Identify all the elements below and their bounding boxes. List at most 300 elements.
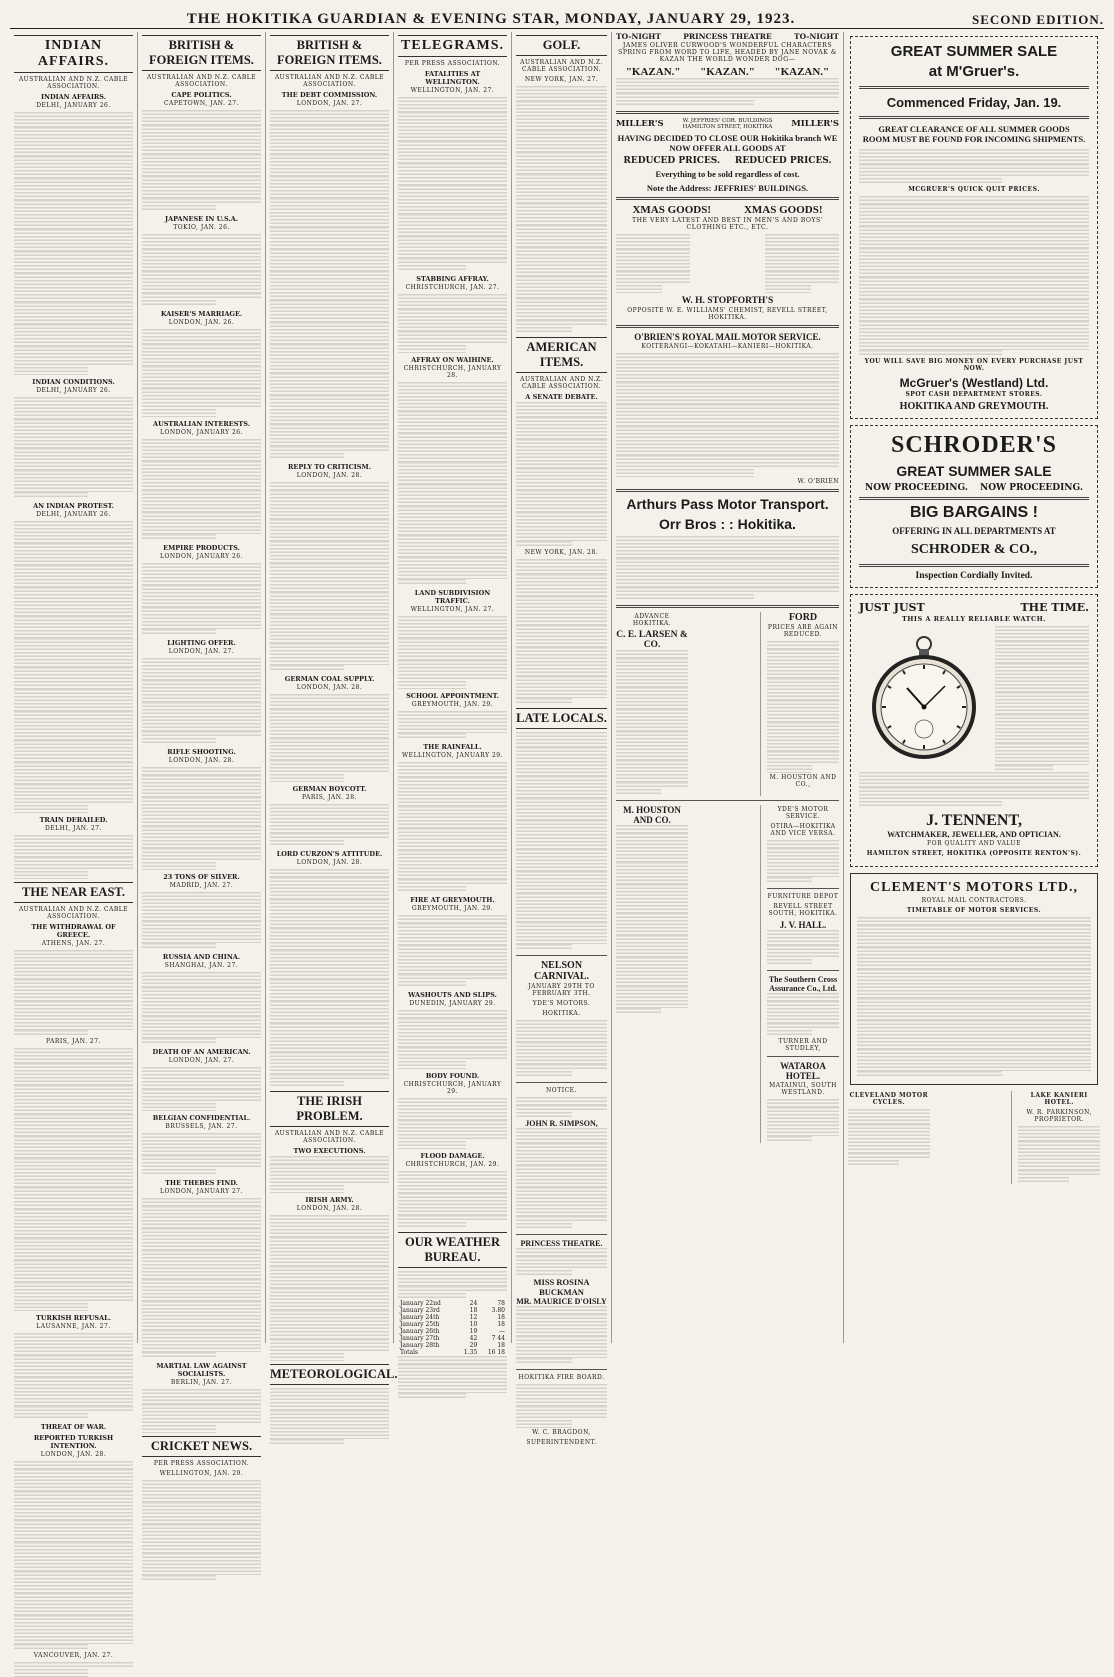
text-line xyxy=(142,818,261,825)
text-line xyxy=(14,521,133,528)
clearance-line: GREAT CLEARANCE OF ALL SUMMER GOODS xyxy=(878,124,1070,134)
text-line xyxy=(767,930,839,937)
time-right: THE TIME. xyxy=(1020,601,1089,615)
text-line xyxy=(14,849,133,856)
text-line xyxy=(14,703,133,710)
text-line xyxy=(398,798,507,805)
text-line xyxy=(270,979,389,986)
text-line xyxy=(142,1567,261,1574)
cable-credit: AUSTRALIAN AND N.Z. CABLE ASSOCIATION. xyxy=(18,76,129,90)
text-line xyxy=(398,571,507,578)
text-line xyxy=(398,1032,507,1039)
orr-bros: Orr Bros : : Hokitika. xyxy=(659,515,796,532)
text-line xyxy=(270,1215,389,1222)
article-body xyxy=(516,1128,607,1230)
text-line xyxy=(616,978,688,985)
text-line xyxy=(142,1147,261,1154)
text-line xyxy=(14,309,133,316)
article-body xyxy=(398,616,507,689)
text-line xyxy=(859,299,1089,306)
section-heading: INDIAN AFFAIRS. xyxy=(14,35,133,73)
total-b: 16 18 xyxy=(487,1349,505,1357)
text-line xyxy=(270,570,389,577)
text-line xyxy=(142,563,261,570)
text-line xyxy=(516,1406,607,1413)
cable-credit: AUSTRALIAN AND N.Z. CABLE ASSOCIATION. xyxy=(520,59,603,73)
text-line xyxy=(270,716,389,723)
text-line xyxy=(767,1015,839,1022)
text-line xyxy=(142,1198,261,1205)
text-line xyxy=(270,1229,389,1236)
text-line xyxy=(14,1636,133,1643)
article-heading: JAPANESE IN U.S.A. xyxy=(165,215,238,224)
article-heading: IRISH ARMY. xyxy=(305,1195,354,1204)
text-line xyxy=(142,782,261,789)
text-line xyxy=(14,1461,133,1468)
text-line xyxy=(398,623,507,630)
article-dateline: DELHI, JAN. 27. xyxy=(44,824,103,832)
text-line xyxy=(516,1398,607,1405)
text-line xyxy=(270,1251,389,1258)
text-line xyxy=(767,1128,839,1135)
text-line xyxy=(142,599,261,606)
text-line xyxy=(516,86,607,93)
article-dateline: WELLINGTON, JANUARY 29. xyxy=(402,751,503,759)
text-line xyxy=(14,1216,133,1223)
article-heading: SCHOOL APPOINTMENT. xyxy=(406,691,499,700)
text-line xyxy=(14,1622,133,1629)
rainfall-cell-a: 19 xyxy=(469,1328,478,1336)
text-line xyxy=(142,862,216,869)
text-line xyxy=(14,484,133,491)
great-summer-sale: GREAT SUMMER SALE xyxy=(890,43,1058,60)
text-line xyxy=(270,431,389,438)
text-line xyxy=(516,790,607,797)
text-line xyxy=(142,672,261,679)
text-line xyxy=(857,1012,1091,1019)
text-line xyxy=(516,863,607,870)
text-line xyxy=(14,1662,133,1669)
text-line xyxy=(14,1136,133,1143)
text-line xyxy=(142,249,261,256)
text-line xyxy=(142,899,261,906)
text-line xyxy=(767,714,839,721)
text-line xyxy=(270,300,389,307)
text-line xyxy=(398,177,507,184)
rainfall-row xyxy=(398,1335,507,1342)
text-line xyxy=(995,684,1089,691)
article-heading: 23 TONS OF SILVER. xyxy=(163,872,240,881)
text-line xyxy=(14,1055,133,1062)
text-line xyxy=(516,698,572,705)
nelson-carnival-heading: NELSON CARNIVAL. xyxy=(533,959,590,982)
text-line xyxy=(270,555,389,562)
article-dateline: DELHI, JANUARY 26. xyxy=(36,510,111,518)
text-line xyxy=(398,309,507,316)
article-dateline: DUNEDIN, JANUARY 29. xyxy=(409,1000,496,1008)
text-line xyxy=(398,1141,466,1148)
text-line xyxy=(14,1384,133,1391)
text-line xyxy=(270,168,389,175)
text-line xyxy=(14,455,133,462)
article-heading: MARTIAL LAW AGAINST SOCIALISTS. xyxy=(156,1361,247,1378)
text-line xyxy=(857,1005,1091,1012)
article-dateline: CHRISTCHURCH, JAN. 27. xyxy=(405,284,500,292)
text-line xyxy=(270,183,389,190)
article-body xyxy=(516,1384,607,1428)
text-line xyxy=(616,271,690,278)
text-line xyxy=(142,205,216,212)
text-line xyxy=(398,221,507,228)
text-line xyxy=(142,132,261,139)
article-heading: INDIAN CONDITIONS. xyxy=(32,377,115,386)
text-line xyxy=(616,862,688,869)
text-line xyxy=(859,787,1089,794)
text-line xyxy=(516,298,607,305)
text-line xyxy=(616,396,839,403)
rainfall-table xyxy=(398,1300,507,1356)
text-line xyxy=(398,1356,507,1363)
text-line xyxy=(142,358,261,365)
text-line xyxy=(398,879,507,886)
text-line xyxy=(995,641,1089,648)
text-line xyxy=(616,927,688,934)
text-line xyxy=(516,210,607,217)
text-line xyxy=(516,453,607,460)
article-dateline: GREYMOUTH, JAN. 29. xyxy=(411,700,494,708)
text-line xyxy=(398,1010,507,1017)
text-line xyxy=(14,1615,133,1622)
obrien-signature: W. O'BRIEN xyxy=(797,477,839,485)
article-dateline: WELLINGTON, JAN. 27. xyxy=(410,605,495,613)
article-heading: KAISER'S MARRIAGE. xyxy=(160,310,243,319)
text-line xyxy=(14,462,133,469)
text-line xyxy=(14,993,133,1000)
text-line xyxy=(848,1153,930,1160)
text-line xyxy=(516,761,607,768)
text-line xyxy=(142,1389,261,1396)
article-heading: FIRE AT GREYMOUTH. xyxy=(410,896,495,905)
text-line xyxy=(14,112,133,119)
text-line xyxy=(270,511,389,518)
text-line xyxy=(14,638,133,645)
rainfall-cell-date: January 22nd xyxy=(400,1300,441,1308)
text-line xyxy=(398,425,507,432)
article-body xyxy=(142,1389,261,1433)
proceeding-right: NOW PROCEEDING. xyxy=(979,483,1084,494)
text-line xyxy=(516,1314,607,1321)
text-line xyxy=(270,351,389,358)
text-line xyxy=(516,632,607,639)
text-line xyxy=(14,1077,133,1084)
article-dateline: PARIS, JAN. 28. xyxy=(302,793,357,801)
text-line xyxy=(142,402,261,409)
text-line xyxy=(142,1096,261,1103)
text-line xyxy=(398,806,507,813)
text-line xyxy=(14,1201,133,1208)
text-line xyxy=(848,1109,930,1116)
section-heading: AMERICAN ITEMS. xyxy=(516,337,607,373)
article-dateline: NEW YORK, JAN. 28. xyxy=(524,549,599,557)
text-line xyxy=(616,558,839,565)
text-line xyxy=(398,1371,507,1378)
text-line xyxy=(142,1425,216,1432)
kanieri-heading: LAKE KANIERI HOTEL. xyxy=(1030,1091,1088,1106)
proceeding-left: NOW PROCEEDING. xyxy=(864,483,969,494)
text-line xyxy=(142,1030,261,1037)
schroder-name: SCHRODER'S xyxy=(890,432,1058,459)
text-line xyxy=(270,146,389,153)
text-line xyxy=(516,320,607,327)
ydes-label: YDE'S MOTORS. xyxy=(532,999,591,1007)
text-line xyxy=(616,249,690,256)
text-line xyxy=(270,424,389,431)
article-heading: BODY FOUND. xyxy=(425,1071,480,1080)
text-line xyxy=(516,841,607,848)
text-line xyxy=(616,935,688,942)
text-line xyxy=(14,360,133,367)
article-body xyxy=(270,1156,389,1192)
text-line xyxy=(270,986,389,993)
rainfall-total-row xyxy=(398,1349,507,1356)
text-line xyxy=(270,635,389,642)
text-line xyxy=(516,574,607,581)
text-line xyxy=(398,945,507,952)
text-line xyxy=(142,621,261,628)
text-line xyxy=(14,1223,133,1230)
text-line xyxy=(14,798,133,805)
article-body xyxy=(142,329,261,417)
article-body xyxy=(142,658,261,746)
text-line xyxy=(398,857,507,864)
text-line xyxy=(516,402,607,409)
text-line xyxy=(516,217,607,224)
text-line xyxy=(14,986,133,993)
text-line xyxy=(14,1070,133,1077)
text-line xyxy=(616,658,688,665)
text-line xyxy=(859,211,1089,218)
text-line xyxy=(516,1336,607,1343)
text-line xyxy=(398,974,507,981)
article-body xyxy=(270,694,389,782)
text-line xyxy=(270,657,389,664)
text-line xyxy=(767,1136,812,1143)
text-line xyxy=(398,1025,507,1032)
text-line xyxy=(142,461,261,468)
text-line xyxy=(142,1162,261,1169)
quick-quit: MCGRUER'S QUICK QUIT PRICES. xyxy=(908,186,1040,194)
text-line xyxy=(270,125,389,132)
text-line xyxy=(270,825,389,832)
text-line xyxy=(616,971,688,978)
text-line xyxy=(516,1172,607,1179)
text-line xyxy=(14,1406,133,1413)
kazan-titles xyxy=(616,66,839,78)
text-line xyxy=(142,592,261,599)
text-line xyxy=(516,1350,607,1357)
text-line xyxy=(270,1273,389,1280)
text-line xyxy=(398,1393,466,1400)
xmas-left: XMAS GOODS! xyxy=(632,204,712,217)
text-line xyxy=(142,943,216,950)
text-line xyxy=(270,278,389,285)
text-line xyxy=(516,1064,607,1071)
text-line xyxy=(616,241,690,248)
text-line xyxy=(516,820,607,827)
text-line xyxy=(516,424,607,431)
text-line xyxy=(398,791,507,798)
xmas-header xyxy=(616,204,839,216)
text-line xyxy=(142,1516,261,1523)
text-line xyxy=(142,680,261,687)
text-line xyxy=(270,1015,389,1022)
text-line xyxy=(616,462,839,469)
text-line xyxy=(616,404,839,411)
rosina-buckman: MISS ROSINA BUCKMAN xyxy=(533,1277,590,1298)
article-body xyxy=(398,711,507,740)
section-heading: GOLF. xyxy=(516,35,607,56)
ad-body xyxy=(616,78,839,107)
text-line xyxy=(857,954,1091,961)
text-line xyxy=(516,541,572,548)
text-line xyxy=(270,709,389,716)
text-line xyxy=(270,519,389,526)
text-line xyxy=(270,1280,389,1287)
rainfall-cell-a: 12 xyxy=(469,1314,478,1322)
text-line xyxy=(142,1016,261,1023)
article-body xyxy=(142,1480,261,1582)
text-line xyxy=(516,305,607,312)
ydes-motor-ad xyxy=(767,805,839,1143)
text-line xyxy=(270,526,389,533)
text-line xyxy=(398,557,507,564)
text-line xyxy=(767,1121,839,1128)
text-line xyxy=(516,1306,607,1313)
text-line xyxy=(398,119,507,126)
text-line xyxy=(857,961,1091,968)
text-line xyxy=(14,871,88,878)
article-body xyxy=(142,439,261,541)
ad-body xyxy=(767,840,839,884)
article-body xyxy=(14,397,133,499)
text-line xyxy=(270,650,389,657)
text-line xyxy=(995,626,1089,633)
text-line xyxy=(142,1169,216,1176)
text-line xyxy=(398,1207,507,1214)
ad-body xyxy=(616,536,839,602)
article-dateline: SHANGHAI, JAN. 27. xyxy=(164,961,239,969)
text-line xyxy=(14,440,133,447)
text-line xyxy=(14,971,133,978)
text-line xyxy=(270,1302,389,1309)
article-body xyxy=(516,1020,607,1078)
text-line xyxy=(516,490,607,497)
text-line xyxy=(142,1133,261,1140)
rainfall-cell-b: 7 44 xyxy=(491,1335,505,1343)
room-line: ROOM MUST BE FOUND FOR INCOMING SHIPMENTS. xyxy=(862,134,1086,144)
text-line xyxy=(857,1034,1091,1041)
text-line xyxy=(767,678,839,685)
text-line xyxy=(270,913,389,920)
text-line xyxy=(398,236,507,243)
text-line xyxy=(270,344,389,351)
text-line xyxy=(270,774,344,781)
text-line xyxy=(270,336,389,343)
ford-subheading: PRICES ARE AGAIN REDUCED. xyxy=(767,624,839,639)
text-line xyxy=(14,857,133,864)
text-line xyxy=(270,453,344,460)
text-line xyxy=(142,1494,261,1501)
text-line xyxy=(14,1534,133,1541)
text-line xyxy=(14,1512,133,1519)
text-line xyxy=(14,1128,133,1135)
text-line xyxy=(516,776,607,783)
millers-right: MILLER'S xyxy=(791,119,839,130)
text-line xyxy=(270,241,389,248)
text-line xyxy=(516,690,607,697)
text-line xyxy=(14,1282,133,1289)
text-line xyxy=(270,1288,389,1295)
text-line xyxy=(398,616,507,623)
text-line xyxy=(398,1054,507,1061)
text-line xyxy=(142,1242,261,1249)
text-line xyxy=(398,403,507,410)
text-line xyxy=(270,161,389,168)
text-line xyxy=(616,942,688,949)
text-line xyxy=(516,1256,607,1263)
text-line xyxy=(14,367,88,374)
text-line xyxy=(398,484,507,491)
ydes-motor-heading: YDE'S MOTOR SERVICE. xyxy=(777,806,829,821)
text-line xyxy=(398,1185,507,1192)
text-line xyxy=(398,527,507,534)
text-line xyxy=(859,233,1089,240)
text-line xyxy=(14,565,133,572)
article-dateline: CHRISTCHURCH, JANUARY 28. xyxy=(403,364,502,379)
text-line xyxy=(859,164,1089,171)
text-line xyxy=(142,1264,261,1271)
text-line xyxy=(516,739,607,746)
tonight-left: TO-NIGHT xyxy=(616,32,661,41)
text-line xyxy=(142,789,261,796)
text-line xyxy=(142,1575,216,1582)
text-line xyxy=(270,285,389,292)
text-line xyxy=(1018,1177,1069,1184)
text-line xyxy=(995,699,1089,706)
text-line xyxy=(14,1143,133,1150)
text-line xyxy=(270,497,389,504)
text-line xyxy=(398,535,507,542)
text-line xyxy=(14,784,133,791)
turner-studley: TURNER AND STUDLEY, xyxy=(778,1038,828,1053)
article-heading: REPORTED TURKISH INTENTION. xyxy=(33,1434,114,1451)
text-line xyxy=(142,1538,261,1545)
text-line xyxy=(270,906,389,913)
text-line xyxy=(995,714,1089,721)
text-line xyxy=(142,366,261,373)
text-line xyxy=(270,599,389,606)
text-line xyxy=(270,1317,389,1324)
text-line xyxy=(516,468,607,475)
text-line xyxy=(616,565,839,572)
text-line xyxy=(142,723,261,730)
schroder-sale: GREAT SUMMER SALE xyxy=(896,463,1052,480)
text-line xyxy=(14,1106,133,1113)
rainfall-cell-b: 18 xyxy=(497,1342,505,1350)
text-line xyxy=(142,446,261,453)
text-line xyxy=(270,1295,389,1302)
text-line xyxy=(270,738,389,745)
